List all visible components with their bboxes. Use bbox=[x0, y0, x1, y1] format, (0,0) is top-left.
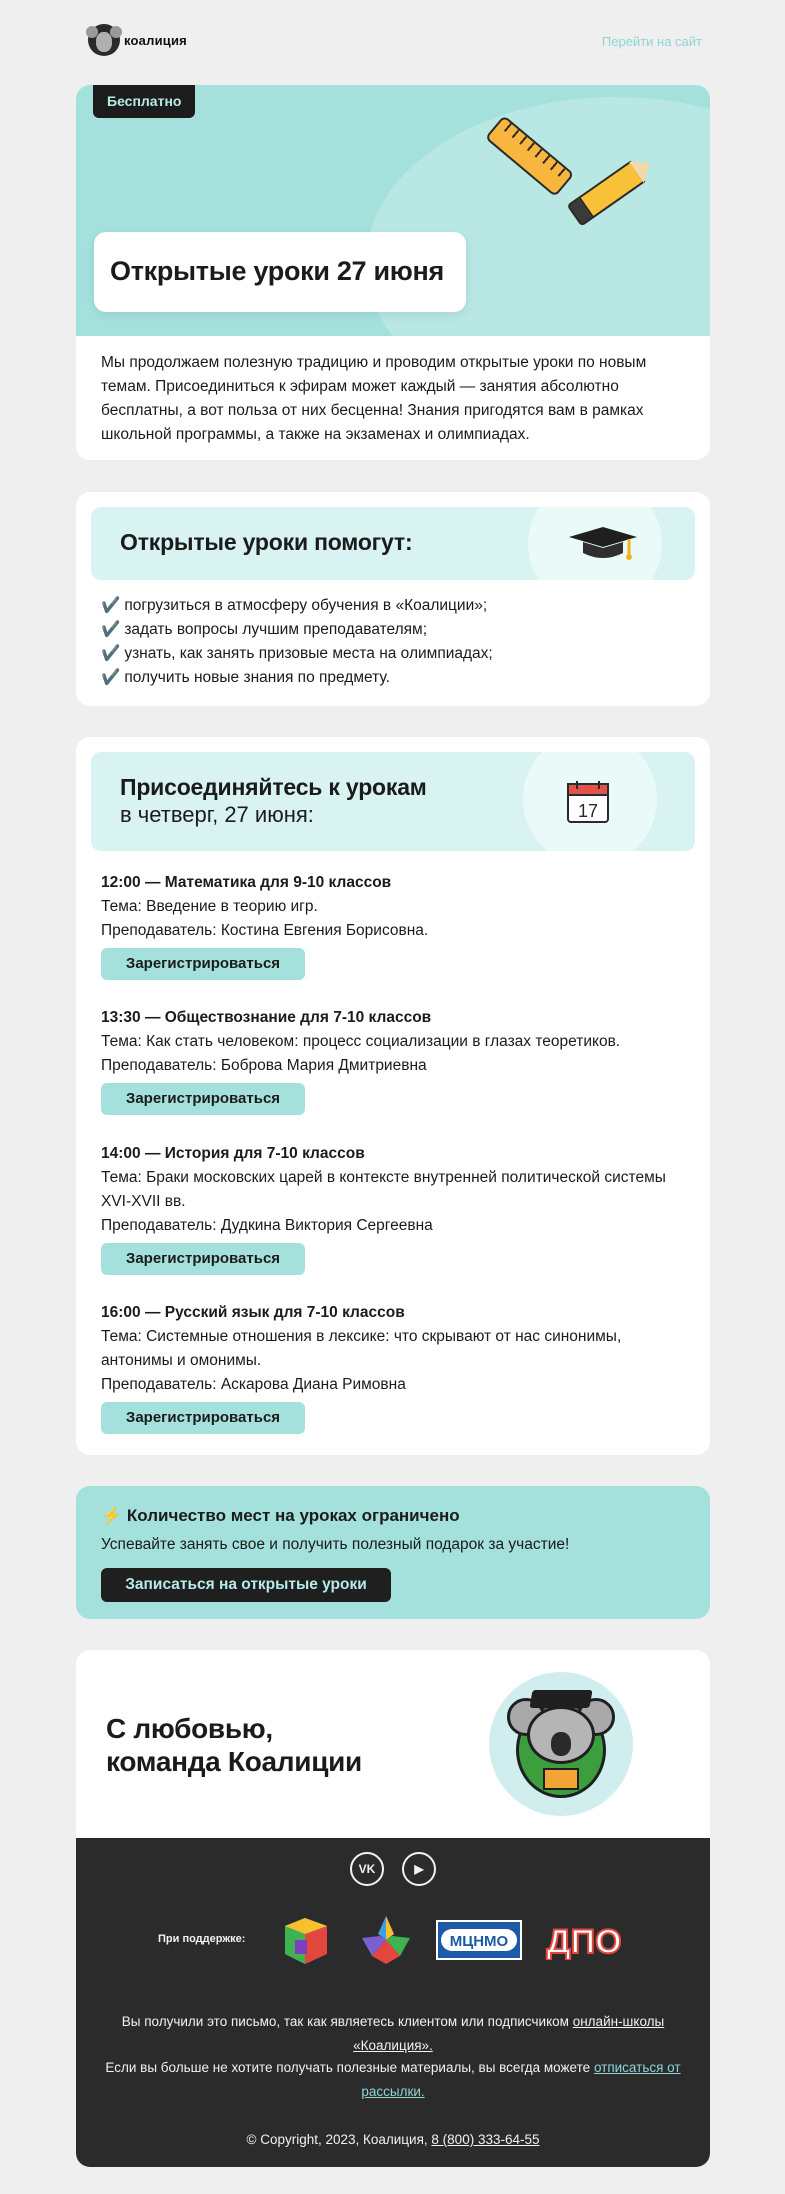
lesson-title: 13:30 — Обществознание для 7-10 классов bbox=[101, 1009, 432, 1026]
list-item: ✔️ погрузиться в атмосферу обучения в «Коалиции»; bbox=[101, 597, 488, 614]
benefits-card bbox=[76, 492, 710, 706]
lesson-item bbox=[101, 1142, 691, 1275]
lesson-item bbox=[101, 1006, 691, 1115]
benefits-list bbox=[101, 594, 681, 690]
free-badge: Бесплатно bbox=[93, 85, 195, 118]
signature-text: С любовью, команда Коалиции bbox=[106, 1713, 362, 1777]
limited-title: ⚡ Количество мест на уроках ограничено bbox=[101, 1506, 460, 1525]
subscription-notice: Вы получили это письмо, так как являетесь клиентом или подписчиком онлайн-школы «Коалиция». bbox=[121, 2014, 665, 2053]
limited-text: Успевайте занять свое и получить полезный подарок за участие! bbox=[101, 1536, 570, 1553]
lightning-icon: ⚡ bbox=[101, 1506, 123, 1525]
benefits-title: Открытые уроки помогут: bbox=[120, 529, 413, 555]
lesson-topic: Тема: Как стать человеком: процесс социализации в глазах теоретиков. bbox=[101, 1033, 621, 1050]
phone-link[interactable]: 8 (800) 333-64-55 bbox=[431, 2132, 540, 2147]
check-icon: ✔️ bbox=[101, 621, 121, 638]
email-header bbox=[76, 20, 710, 64]
lesson-topic: Тема: Введение в теорию игр. bbox=[101, 898, 318, 915]
lesson-item bbox=[101, 871, 691, 980]
youtube-icon[interactable]: ▶ bbox=[402, 1852, 436, 1886]
hero-title: Открытые уроки 27 июня bbox=[110, 256, 444, 286]
check-icon: ✔️ bbox=[101, 645, 121, 662]
unsubscribe-link[interactable]: отписаться от рассылки. bbox=[361, 2060, 681, 2099]
lesson-topic: Тема: Браки московских царей в контексте внутренней политической системы XVI-XVII вв. bbox=[101, 1169, 666, 1210]
koala-logo-icon bbox=[88, 24, 120, 56]
calendar-day: 17 bbox=[577, 801, 599, 821]
lesson-teacher: Преподаватель: Дудкина Виктория Сергеевна bbox=[101, 1217, 433, 1234]
lesson-title: 16:00 — Русский язык для 7-10 классов bbox=[101, 1304, 405, 1321]
partner-cube-logo-icon bbox=[279, 1912, 333, 1968]
register-button[interactable]: Зарегистрироваться bbox=[101, 1083, 305, 1115]
signature-block bbox=[76, 1650, 710, 1838]
lesson-title: 12:00 — Математика для 9-10 классов bbox=[101, 874, 392, 891]
list-item: ✔️ получить новые знания по предмету. bbox=[101, 669, 390, 686]
register-button[interactable]: Зарегистрироваться bbox=[101, 1402, 305, 1434]
lesson-item bbox=[101, 1301, 691, 1434]
partner-mcnmo-label: МЦНМО bbox=[449, 1933, 509, 1950]
unsubscribe-notice: Если вы больше не хотите получать полезные материалы, вы всегда можете отписаться от рассылки. bbox=[105, 2060, 681, 2099]
signup-lessons-button[interactable]: Записаться на открытые уроки bbox=[101, 1568, 391, 1602]
lesson-teacher: Преподаватель: Аскарова Диана Римовна bbox=[101, 1376, 406, 1393]
list-item: ✔️ задать вопросы лучшим преподавателям; bbox=[101, 621, 428, 638]
hero-description: Мы продолжаем полезную традицию и проводим открытые уроки по новым темам. Присоединиться к эфирам может каждый — занятия абсолютно бесплатны, а вот польза от них бесценна! Знания пригодятся вам в рамках школьной программы, а также на экзаменах и олимпиадах. bbox=[101, 354, 647, 443]
koalition-logo[interactable] bbox=[88, 24, 187, 56]
vk-icon[interactable]: VK bbox=[350, 1852, 384, 1886]
limited-seats-banner bbox=[76, 1486, 710, 1619]
partner-mcnmo-logo-icon bbox=[436, 1920, 522, 1960]
lessons-header bbox=[91, 752, 695, 851]
email-footer bbox=[76, 1838, 710, 2167]
register-button[interactable]: Зарегистрироваться bbox=[101, 948, 305, 980]
partner-dpo-logo-icon bbox=[538, 1920, 630, 1960]
list-item: ✔️ узнать, как занять призовые места на олимпиадах; bbox=[101, 645, 493, 662]
hero-banner bbox=[76, 85, 710, 336]
go-to-site-link[interactable]: Перейти на сайт bbox=[601, 34, 702, 49]
benefits-header bbox=[91, 507, 695, 580]
check-icon: ✔️ bbox=[101, 669, 121, 686]
koala-mascot-icon bbox=[489, 1672, 633, 1816]
lesson-teacher: Преподаватель: Боброва Мария Дмитриевна bbox=[101, 1057, 427, 1074]
lessons-subtitle: в четверг, 27 июня: bbox=[120, 802, 314, 827]
hero-card bbox=[76, 85, 710, 460]
hero-title-box bbox=[94, 232, 466, 312]
register-button[interactable]: Зарегистрироваться bbox=[101, 1243, 305, 1275]
logo-text: коалиция bbox=[124, 32, 187, 48]
copyright: © Copyright, 2023, Коалиция, 8 (800) 333-64-55 bbox=[246, 2132, 540, 2147]
support-label: При поддержке: bbox=[158, 1933, 246, 1945]
partner-star-logo-icon bbox=[358, 1912, 414, 1968]
calendar-icon bbox=[566, 780, 610, 824]
lessons-title: Присоединяйтесь к урокам bbox=[120, 774, 427, 800]
lesson-teacher: Преподаватель: Костина Евгения Борисовна. bbox=[101, 922, 429, 939]
check-icon: ✔️ bbox=[101, 597, 121, 614]
lesson-title: 14:00 — История для 7-10 классов bbox=[101, 1145, 365, 1162]
lesson-topic: Тема: Системные отношения в лексике: что скрывают от нас синонимы, антонимы и омонимы. bbox=[101, 1328, 622, 1369]
graduation-cap-icon bbox=[565, 523, 641, 565]
partner-dpo-label: ДПО bbox=[546, 1923, 622, 1960]
school-link[interactable]: онлайн-школы «Коалиция». bbox=[353, 2014, 665, 2053]
lessons-card bbox=[76, 737, 710, 1455]
